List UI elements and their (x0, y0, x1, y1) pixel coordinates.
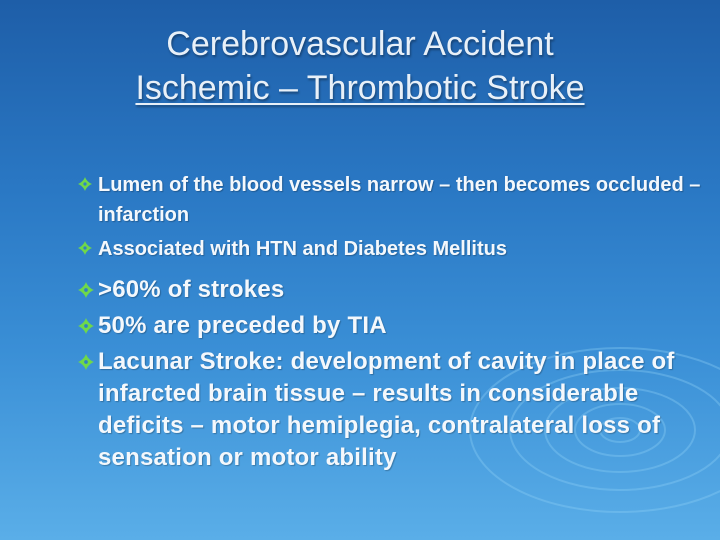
bullet-item (78, 170, 718, 230)
bullet-item (78, 274, 718, 306)
bullet-text: >60% of strokes (98, 276, 285, 303)
title-line-2: Ischemic – Thrombotic Stroke (135, 69, 585, 107)
bullet-text: Associated with HTN and Diabetes Mellitus (98, 238, 507, 260)
bullet-text: Lacunar Stroke: development of cavity in place of infarcted brain tissue – results in considerable deficits – motor hemiplegia, contralateral loss of sensation or motor ability (98, 348, 675, 471)
bullet-item (78, 234, 718, 264)
bullet-text: Lumen of the blood vessels narrow – then becomes occluded – infarction (98, 174, 701, 226)
fleur-diamond-icon (78, 177, 92, 191)
fleur-diamond-icon (78, 318, 94, 334)
title-line-1: Cerebrovascular Accident (166, 25, 554, 63)
fleur-diamond-icon (78, 241, 92, 255)
bullet-list (78, 170, 718, 474)
bullet-item (78, 346, 718, 474)
bullet-text: 50% are preceded by TIA (98, 312, 387, 339)
fleur-diamond-icon (78, 282, 94, 298)
slide-title (0, 22, 720, 110)
fleur-diamond-icon (78, 354, 94, 370)
bullet-item (78, 310, 718, 342)
